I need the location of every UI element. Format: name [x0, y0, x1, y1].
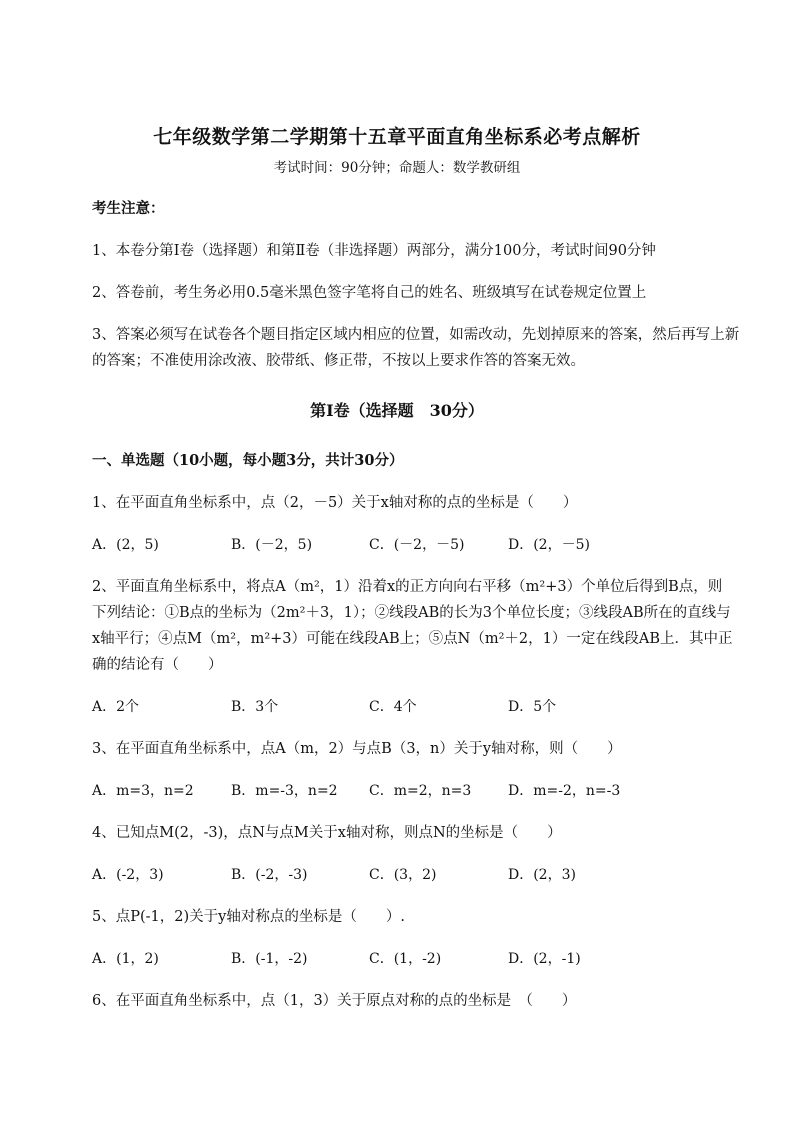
notice-item-3-line-1: 3、答案必须写在试卷各个题目指定区域内相应的位置，如需改动，先划掉原来的答案，然后再写上新 [92, 327, 740, 343]
option-d: D．5个 [508, 699, 557, 715]
exam-info: 考试时间：90分钟；命题人：数学教研组 [273, 160, 521, 176]
option-b: B．(－2，5) [231, 537, 313, 553]
option-a: A．(-2，3) [92, 867, 164, 883]
notice-item-2: 2、答卷前，考生务必用0.5毫米黑色签字笔将自己的姓名、班级填写在试卷规定位置上 [92, 285, 647, 301]
question-2-line-2: 下列结论：①B点的坐标为（2m²＋3，1）；②线段AB的长为3个单位长度；③线段AB所在的直线与 [92, 605, 731, 621]
option-d: D．(2，-1) [508, 951, 581, 967]
question-2-line-3: x轴平行；④点M（m²，m²+3）可能在线段AB上；⑤点N（m²＋2，1）一定在线段AB上．其中正 [92, 631, 733, 647]
option-c: C．4个 [369, 699, 417, 715]
option-d: D．(2，3) [508, 867, 576, 883]
notice-item-3-line-2: 的答案；不准使用涂改液、胶带纸、修正带，不按以上要求作答的答案无效。 [92, 353, 585, 369]
option-b: B．m=-3，n=2 [231, 783, 338, 799]
section-title: 第I卷（选择题 30分） [310, 401, 484, 420]
question-2-line-1: 2、平面直角坐标系中，将点A（m²，1）沿着x的正方向向右平移（m²+3）个单位后得到B点，则 [92, 579, 723, 595]
option-c: C．(－2，－5) [369, 537, 465, 553]
option-a: A．(2，5) [92, 537, 159, 553]
option-b: B．(-1，-2) [231, 951, 308, 967]
option-a: A．2个 [92, 699, 140, 715]
option-b: B．(-2，-3) [231, 867, 308, 883]
option-d: D．m=-2，n=-3 [508, 783, 621, 799]
question-5-text: 5、点P(-1，2)关于y轴对称点的坐标是（ ）. [92, 909, 405, 925]
question-6-text: 6、在平面直角坐标系中，点（1，3）关于原点对称的点的坐标是 （ ） [92, 993, 577, 1009]
question-4-text: 4、已知点M(2，-3)，点N与点M关于x轴对称，则点N的坐标是（ ） [92, 825, 562, 841]
option-a: A．m=3，n=2 [92, 783, 194, 799]
notice-heading: 考生注意： [92, 200, 165, 217]
option-c: C．(3，2) [369, 867, 437, 883]
option-a: A．(1，2) [92, 951, 159, 967]
question-3-text: 3、在平面直角坐标系中，点A（m，2）与点B（3，n）关于y轴对称，则（ ） [92, 741, 622, 757]
question-1-text: 1、在平面直角坐标系中，点（2，－5）关于x轴对称的点的坐标是（ ） [92, 495, 578, 511]
option-c: C．m=2，n=3 [369, 783, 472, 799]
page-title: 七年级数学第二学期第十五章平面直角坐标系必考点解析 [153, 126, 641, 148]
option-b: B．3个 [231, 699, 279, 715]
option-c: C．(1，-2) [369, 951, 442, 967]
option-d: D．(2，－5) [508, 537, 590, 553]
part-heading: 一、单选题（10小题，每小题3分，共计30分） [92, 452, 404, 469]
question-2-line-4: 确的结论有（ ） [92, 657, 223, 673]
notice-item-1: 1、本卷分第I卷（选择题）和第Ⅱ卷（非选择题）两部分，满分100分，考试时间90分钟 [92, 243, 656, 259]
